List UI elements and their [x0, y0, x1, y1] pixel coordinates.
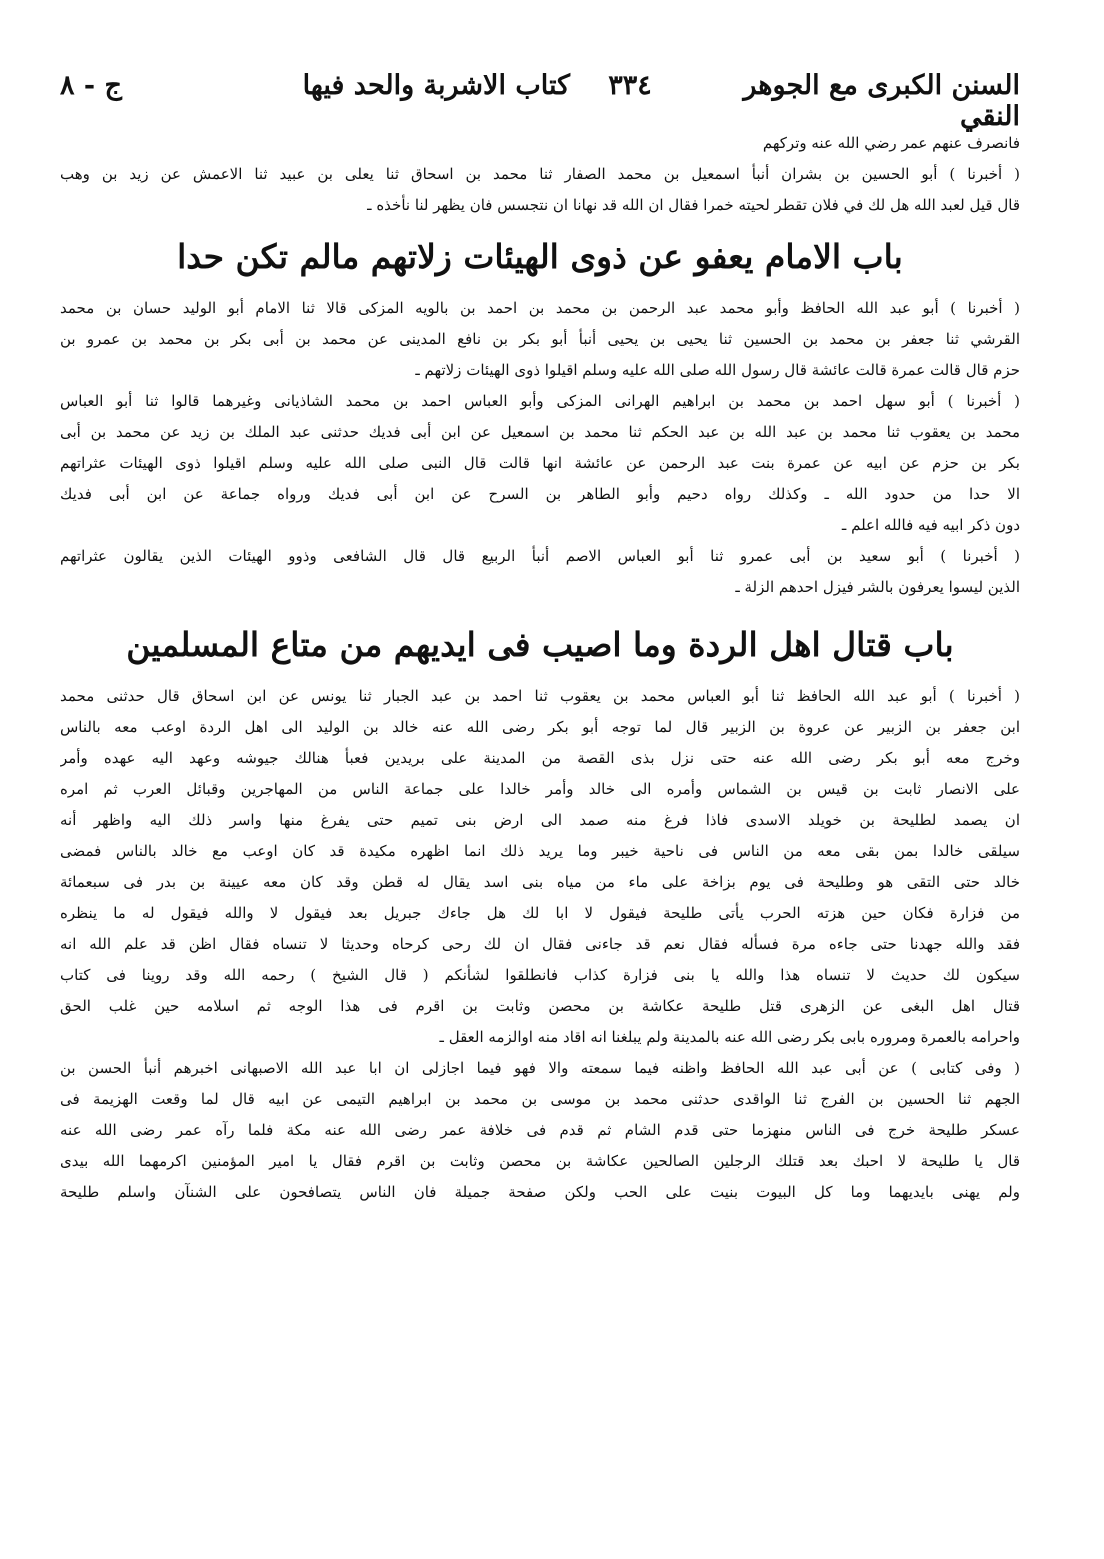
text-line: فانصرف عنهم عمر رضي الله عنه وتركهم — [762, 134, 1020, 152]
text-line: خالد حتى التقى هو وطليحة فى يوم بزاخة على ماء من مياه بنى اسد يقال له قطن وقد كان معه عيينة بن بدر فى سبعمائة — [60, 873, 1020, 891]
book-page — [60, 70, 1020, 1208]
text-line: ( أخبرنا ) أبو عبد الله الحافظ ثنا أبو العباس محمد بن يعقوب ثنا احمد بن عبد الجبار ثنا يونس عن ابن اسحاق قال حدثنى محمد — [60, 687, 1020, 705]
text-line: سيكون لك حديث لا تنساه هذا والله يا بنى فزارة كذاب فانطلقوا لشأنكم ( قال الشيخ ) رحمه الله وقد روينا فى كتاب — [60, 966, 1020, 984]
text-line: ان يصمد لطليحة بن خويلد الاسدى فاذا فرغ منه صمد الى ارض بنى تميم حتى يفرغ منها واسر ذلك اليه واظهر أنه — [60, 811, 1020, 829]
text-line: حزم قال قالت عمرة قالت عائشة قال رسول الله صلى الله عليه وسلم اقيلوا ذوى الهيئات زلاتهم ـ — [415, 361, 1020, 379]
intro-text — [60, 128, 1020, 221]
running-header — [60, 70, 1020, 132]
section-text — [60, 681, 1020, 1208]
text-line: ( أخبرنا ) أبو سهل احمد بن محمد بن ابراهيم الهرانى المزكى وأبو العباس احمد بن محمد الشاذيانى وغيرهما قالوا ثنا أبو العباس — [60, 392, 1020, 410]
text-line: الا حدا من حدود الله ـ وكذلك رواه دحيم وأبو الطاهر بن السرح عن ابن أبى فديك ورواه جماعة عن ابن أبى فديك — [60, 485, 1020, 503]
section-heading: باب الامام يعفو عن ذوى الهيئات زلاتهم مالم تكن حدا — [177, 237, 903, 276]
text-line: ( وفى كتابى ) عن أبى عبد الله الحافظ واظنه فيما سمعته والا فهو فيما اجازلى ان ابا عبد الله الاصبهانى اخبرهم أنبأ الحسن بن — [60, 1059, 1020, 1077]
volume-number: ج - ٨ — [60, 70, 122, 101]
text-line: ( أخبرنا ) أبو الحسين بن بشران أنبأ اسمعيل بن محمد الصفار ثنا محمد بن اسحاق ثنا يعلى بن عبيد ثنا الاعمش عن زيد بن وهب — [60, 165, 1020, 183]
text-line: قال قيل لعبد الله هل لك في فلان تقطر لحيته خمرا فقال ان الله قد نهانا ان نتجسس فان يظهر لنا نأخذه ـ — [367, 196, 1020, 214]
text-line: الذين ليسوا يعرفون بالشر فيزل احدهم الزلة ـ — [735, 578, 1020, 596]
text-line: ( أخبرنا ) أبو سعيد بن أبى عمرو ثنا أبو العباس الاصم أنبأ الربيع قال قال الشافعى وذوو الهيئات الذين يقالون عثراتهم — [60, 547, 1020, 565]
text-line: من فزارة فكان حين هزته الحرب يأتى طليحة فيقول لا ابا لك هل جاءك جبريل بعد فيقول لا والله فيقول له ما ينظره — [60, 904, 1020, 922]
book-title: السنن الكبرى مع الجوهر النقي — [743, 70, 1020, 132]
page-number: ٣٣٤ — [608, 70, 652, 101]
text-line: وخرج معه أبو بكر رضى الله عنه حتى نزل بذى القصة من المدينة على بريدين فعبأ هنالك جيوشه وعهد اليه عهده وأمر — [60, 749, 1020, 767]
text-line: قتال اهل البغى عن الزهرى قتل طليحة عكاشة بن محصن وثابت بن اقرم فى هذا الوجه ثم اسلامه حين غلب الحق — [60, 997, 1020, 1015]
text-line: بكر بن حزم عن ابيه عن عمرة بنت عبد الرحمن عن عائشة انها قالت قال النبى صلى الله عليه وسلم اقيلوا ذوى الهيئات عثراتهم — [60, 454, 1020, 472]
text-line: محمد بن يعقوب ثنا محمد بن عبد الله بن عبد الحكم ثنا محمد بن اسمعيل عن ابن أبى فديك حدثنى عبد الملك بن زيد عن محمد بن أبى — [60, 423, 1020, 441]
text-line: عسكر طليحة خرج فى الناس منهزما حتى قدم الشام ثم قدم فى خلافة عمر رضى الله عنه مكة فلما رآه عمر رضى الله عنه — [60, 1121, 1020, 1139]
text-line: القرشي ثنا جعفر بن محمد بن الحسين ثنا يحيى بن يحيى أنبأ أبو بكر بن نافع المدينى عن محمد بن أبى بكر بن محمد بن عمرو بن — [60, 330, 1020, 348]
text-line: الجهم ثنا الحسين بن الفرج ثنا الواقدى حدثنى محمد بن موسى بن محمد بن ابراهيم التيمى عن ابيه قال لما وقعت الهزيمة فى — [60, 1090, 1020, 1108]
text-line: سيلقى خالدا بمن بقى معه من الناس فى ناحية خيبر وما يريد ذلك انما اظهره مكيدة قد كان اوعب مع خالد بالناس فمضى — [60, 842, 1020, 860]
text-line: قال يا طليحة لا احبك بعد قتلك الرجلين الصالحين عكاشة بن محصن وثابت بن اقرم فقال يا امير المؤمنين اكرمهما الله بيدى — [60, 1152, 1020, 1170]
chapter-title: كتاب الاشربة والحد فيها — [302, 70, 570, 101]
text-line: واحرامه بالعمرة ومروره بابى بكر رضى الله عنه بالمدينة ولم يبلغنا انه اقاد منه اوالزمه العقل ـ — [439, 1028, 1020, 1046]
section-heading: باب قتال اهل الردة وما اصيب فى ايديهم من متاع المسلمين — [126, 625, 954, 664]
text-line: على الانصار ثابت بن قيس بن الشماس وأمره الى خالد وأمر خالدا على جماعة الناس من المهاجرين وقبائل العرب ثم امره — [60, 780, 1020, 798]
text-line: دون ذكر ابيه فيه فالله اعلم ـ — [841, 516, 1020, 534]
section-text — [60, 293, 1020, 603]
text-line: فقد والله جهدنا حتى جاءه مرة فسأله فقال نعم قد جاءنى فقال ان لك رحى كرحاه وحديثا لا تنساه فقال اظن قد علم الله انه — [60, 935, 1020, 953]
text-line: ( أخبرنا ) أبو عبد الله الحافظ وأبو محمد عبد الرحمن بن محمد بن احمد بن بالويه المزكى قالا ثنا الامام أبو الوليد حسان بن محمد — [60, 299, 1020, 317]
text-line: ولم يهنى بايديهما وما كل البيوت بنيت على الحب ولكن صفحة جميلة فان الناس يتصافحون على الشنآن واسلم طليحة — [60, 1183, 1020, 1201]
text-line: ابن جعفر بن الزبير عن عروة بن الزبير قال لما توجه أبو بكر رضى الله عنه خالد بن الوليد الى اهل الردة اوعب معه بالناس — [60, 718, 1020, 736]
